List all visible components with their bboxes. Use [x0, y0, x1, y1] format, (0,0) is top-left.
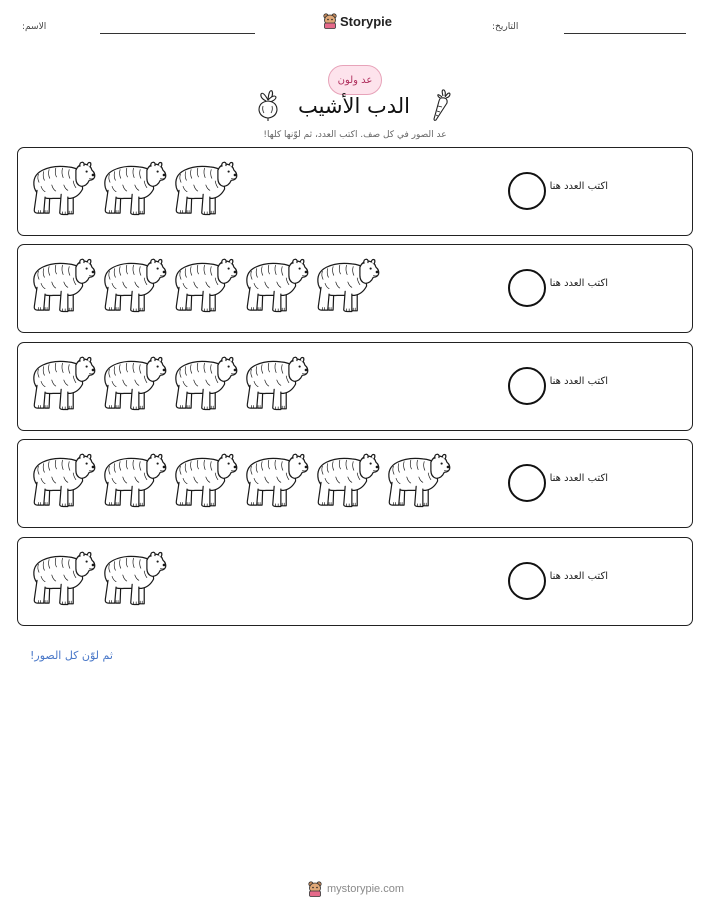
bear-icon [242, 353, 309, 411]
footer-note: ثم لوّن كل الصور! [30, 649, 113, 662]
bear-icon [313, 450, 380, 508]
bear-icon [29, 255, 96, 313]
brand-name: Storypie [340, 13, 393, 29]
answer-circle[interactable] [508, 172, 546, 210]
bear-icon [29, 158, 96, 216]
bear-icon [313, 255, 380, 313]
counting-row [17, 244, 693, 333]
bear-icon [171, 158, 238, 216]
activity-badge: عد ولون [328, 65, 382, 95]
bear-icon [242, 255, 309, 313]
bear-icon [100, 548, 167, 606]
bear-icon [100, 450, 167, 508]
answer-label: اكتب العدد هنا [549, 278, 608, 289]
bear-icon [171, 255, 238, 313]
bear-icon [171, 353, 238, 411]
bear-icon [384, 450, 451, 508]
answer-label: اكتب العدد هنا [549, 376, 608, 387]
bear-icon [100, 158, 167, 216]
storypie-bear-logo-icon [323, 13, 337, 29]
answer-circle[interactable] [508, 367, 546, 405]
date-field-line[interactable] [564, 33, 686, 34]
date-label: التاريخ: [492, 22, 519, 32]
bear-icon [29, 353, 96, 411]
answer-label: اكتب العدد هنا [549, 181, 608, 192]
bear-group [29, 548, 167, 606]
name-field-line[interactable] [100, 33, 255, 34]
answer-circle[interactable] [508, 562, 546, 600]
site-url[interactable]: mystorypie.com [327, 883, 405, 895]
answer-circle[interactable] [508, 269, 546, 307]
counting-row [17, 342, 693, 431]
storypie-bear-logo-icon [308, 881, 322, 897]
bear-icon [242, 450, 309, 508]
carrot-icon [428, 88, 452, 122]
worksheet-title: الدب الأشيب [297, 94, 411, 118]
instructions: عد الصور في كل صف. اكتب العدد، ثم لوّنها كلها! [263, 130, 447, 140]
bear-group [29, 255, 380, 313]
counting-row [17, 147, 693, 236]
site-footer [308, 881, 404, 897]
answer-label: اكتب العدد هنا [549, 571, 608, 582]
bear-group [29, 450, 451, 508]
bear-icon [100, 353, 167, 411]
bear-group [29, 353, 309, 411]
name-label: الاسم: [22, 22, 47, 32]
answer-label: اكتب العدد هنا [549, 473, 608, 484]
bear-icon [171, 450, 238, 508]
counting-row [17, 537, 693, 626]
brand-logo [323, 13, 392, 29]
bear-icon [29, 450, 96, 508]
answer-circle[interactable] [508, 464, 546, 502]
counting-row [17, 439, 693, 528]
bear-icon [29, 548, 96, 606]
bear-icon [100, 255, 167, 313]
bear-group [29, 158, 238, 216]
